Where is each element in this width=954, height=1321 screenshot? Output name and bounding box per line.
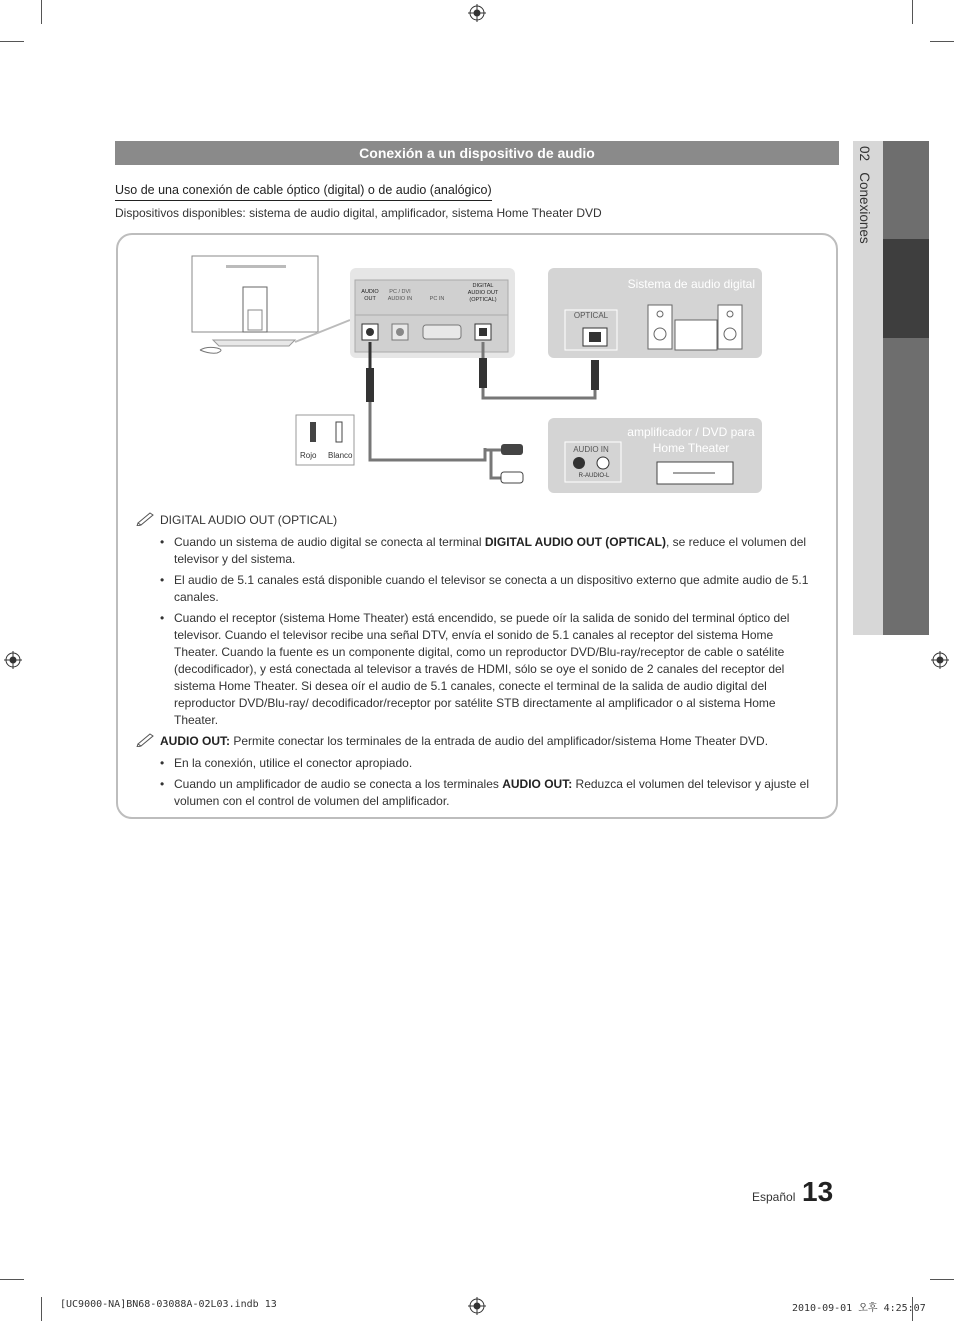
pencil-note-icon: [136, 510, 156, 526]
amplifier-label-line1: amplificador / DVD para: [627, 425, 755, 439]
crop-mark: [41, 0, 42, 24]
bullet-text: Reduzca el volumen del televisor y ajuste el volumen con el control de volumen del amplificador.: [174, 777, 809, 808]
section-title-bar: [115, 141, 839, 165]
crop-mark: [0, 1279, 24, 1280]
bullet-dot: •: [160, 573, 165, 587]
notes-section: [136, 512, 818, 814]
bullet-dot: •: [160, 535, 165, 549]
svg-text:AUDIO OUT: AUDIO OUT: [467, 290, 499, 296]
bullet-text: En la conexión, utilice el conector apropiado.: [174, 756, 413, 770]
note-digital-title: [136, 512, 818, 529]
bullet-item: [136, 572, 818, 606]
tv-port-panel: [350, 268, 515, 358]
svg-text:AUDIO IN: AUDIO IN: [387, 296, 413, 302]
subheading: Uso de una conexión de cable óptico (digital) o de audio (analógico): [115, 183, 492, 201]
bullet-text: Cuando un sistema de audio digital se conecta al terminal: [174, 535, 485, 549]
page-number: 13: [802, 1176, 834, 1207]
svg-text:(OPTICAL): (OPTICAL): [469, 297, 497, 303]
amplifier-label-line2: Home Theater: [652, 441, 730, 455]
crop-mark: [0, 41, 24, 42]
crop-mark: [930, 41, 954, 42]
chapter-tab-block: [883, 141, 929, 239]
imprint-left: [UC9000-NA]BN68-03088A-02L03.indb 13: [60, 1299, 277, 1310]
svg-text:PC IN: PC IN: [429, 296, 445, 302]
bullet-dot: •: [160, 756, 165, 770]
bullet-item: [136, 776, 818, 810]
chapter-number: 02: [857, 146, 872, 162]
chapter-label: [857, 146, 872, 244]
crop-mark: [930, 1279, 954, 1280]
bullet-item: [136, 610, 818, 729]
cable-white-label: Blanco: [328, 451, 353, 460]
crop-mark: [41, 1297, 42, 1321]
tv-icon: [192, 256, 350, 353]
bullet-bold-text: AUDIO OUT:: [502, 777, 573, 791]
cable-red-label: Rojo: [300, 451, 317, 460]
bullet-dot: •: [160, 611, 165, 625]
amplifier-label: [600, 424, 782, 456]
svg-text:OUT: OUT: [364, 296, 376, 302]
section-title: Conexión a un dispositivo de audio: [359, 145, 595, 161]
optical-port-label: OPTICAL: [573, 311, 609, 320]
bullet-item: [136, 755, 818, 772]
bullet-text: El audio de 5.1 canales está disponible cuando el televisor se conecta a un dispositivo externo que admite audio de 5.1 canales.: [174, 573, 809, 604]
registration-mark-icon: [931, 651, 949, 669]
svg-text:PC / DVI: PC / DVI: [389, 289, 411, 295]
note-audio-out-title: [136, 733, 818, 750]
audio-in-sub-label: R-AUDIO-L: [578, 473, 610, 479]
available-devices: Dispositivos disponibles: sistema de audio digital, amplificador, sistema Home Theater DVD: [115, 206, 602, 220]
chapter-tab-block: [883, 338, 929, 635]
audio-in-port-label: AUDIO IN: [573, 445, 609, 454]
crop-mark: [912, 0, 913, 24]
bullet-text: Cuando un amplificador de audio se conecta a los terminales: [174, 777, 503, 791]
registration-mark-icon: [468, 1297, 486, 1315]
bullet-item: [136, 534, 818, 568]
bullet-dot: •: [160, 777, 165, 791]
registration-mark-icon: [468, 4, 486, 22]
pencil-note-icon: [136, 731, 156, 747]
footer-language: Español: [752, 1190, 796, 1204]
audio-out-bullets: [136, 755, 818, 810]
imprint-right: 2010-09-01 오후 4:25:07: [792, 1303, 926, 1314]
bullet-text: , se reduce el volumen del televisor y del sistema.: [174, 535, 807, 566]
chapter-title: Conexiones: [857, 172, 872, 244]
note-digital-title-text: DIGITAL AUDIO OUT (OPTICAL): [160, 513, 338, 527]
digital-audio-system-label: Sistema de audio digital: [627, 277, 755, 291]
registration-mark-icon: [4, 651, 22, 669]
svg-text:DIGITAL: DIGITAL: [472, 283, 494, 289]
svg-text:AUDIO: AUDIO: [361, 289, 379, 295]
note-audio-out-desc: Permite conectar los terminales de la entrada de audio del amplificador/sistema Home Theater DVD.: [230, 734, 769, 748]
note-audio-out-title-text: AUDIO OUT:: [160, 734, 230, 748]
digital-bullets: [136, 534, 818, 729]
chapter-tab-block-active: [883, 239, 929, 338]
bullet-bold-text: DIGITAL AUDIO OUT (OPTICAL): [484, 535, 666, 549]
bullet-text: Cuando el receptor (sistema Home Theater) está encendido, se puede oír la salida de sonido del terminal óptico del televisor. Cuando el televisor recibe una señal DTV, envía el sonido de 5.1 canales al receptor del sistema Home Theater. Cuando la fuente es un componente digital, como un reproductor DVD/Blu-ray/receptor de cable o satélite (decodificador), y está conectada al televisor a través de HDMI, sólo se oye el sonido de 2 canales del receptor del sistema Home Theater. Si desea oír el audio de 5.1 canales, conecte el terminal de la salida de audio digital del reproductor DVD/Blu-ray/ decodificador/receptor por satélite STB directamente al amplificador o al sistema Home Theater.: [174, 611, 790, 727]
